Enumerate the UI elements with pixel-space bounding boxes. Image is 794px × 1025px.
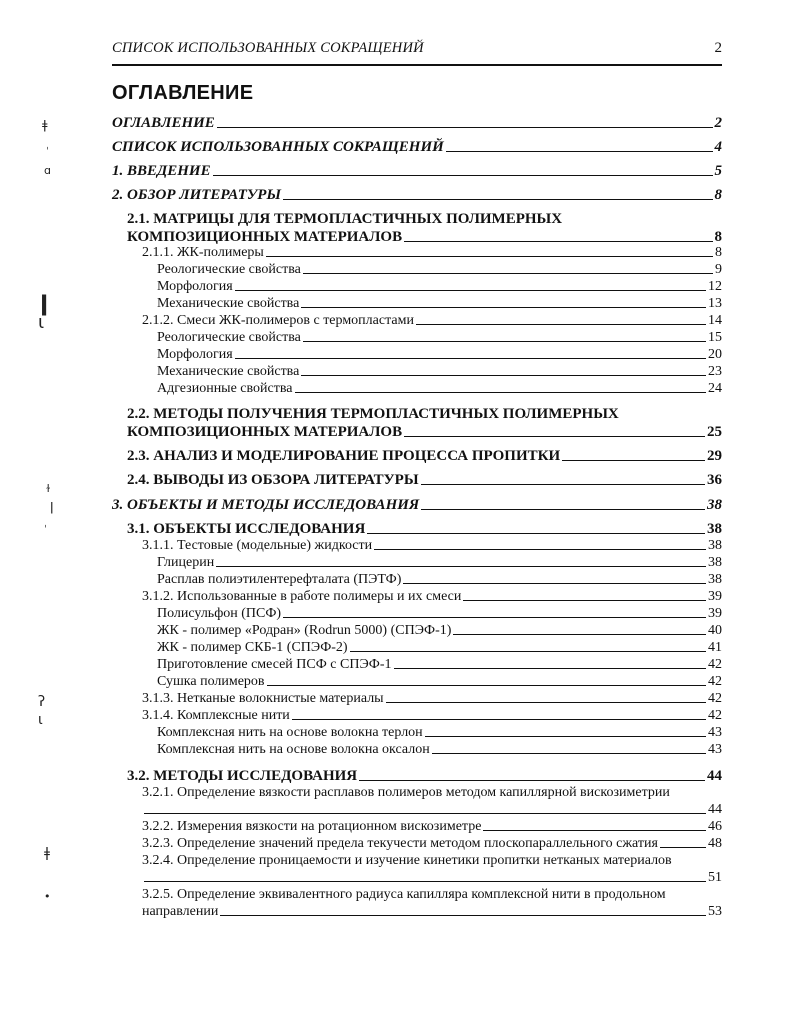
toc-entry-page: 8 xyxy=(714,187,722,203)
scan-mark: ˌ xyxy=(46,140,49,151)
toc-entry-label: ЖК - полимер СКБ-1 (СПЭФ-2) xyxy=(157,640,348,655)
toc-entry-label: 2.4. ВЫВОДЫ ИЗ ОБЗОРА ЛИТЕРАТУРЫ xyxy=(127,472,419,488)
dot-leader xyxy=(217,127,713,128)
dot-leader xyxy=(394,668,707,669)
toc-entry-page: 9 xyxy=(715,262,722,277)
toc-entry-drying[interactable] xyxy=(157,673,722,690)
toc-entry-page: 51 xyxy=(708,870,722,885)
toc-entry-label: 2.1.1. ЖК-полимеры xyxy=(142,245,264,260)
toc-entry-abbreviations[interactable] xyxy=(112,136,722,156)
scan-mark: ˌ xyxy=(44,518,47,529)
toc-entry-page: 12 xyxy=(708,279,722,294)
toc-entry-label: направлении xyxy=(142,904,219,919)
toc-entry-page: 53 xyxy=(708,904,722,919)
running-header-title: СПИСОК ИСПОЛЬЗОВАННЫХ СОКРАЩЕНИЙ xyxy=(112,40,424,56)
dot-leader xyxy=(374,549,706,550)
toc-entry-morphology-1[interactable] xyxy=(157,278,722,295)
dot-leader xyxy=(350,651,706,652)
toc-entry-mechanical-1[interactable] xyxy=(157,295,722,312)
toc-entry-page: 42 xyxy=(708,657,722,672)
toc-entry-label: Реологические свойства xyxy=(157,330,301,345)
scan-mark: ǀ xyxy=(50,500,54,514)
toc-entry-2-1-1[interactable] xyxy=(142,244,722,261)
toc-entry-3-1-1[interactable] xyxy=(142,537,722,554)
dot-leader xyxy=(404,241,712,242)
dot-leader xyxy=(303,273,713,274)
dot-leader xyxy=(416,324,706,325)
toc-entry-label: СПИСОК ИСПОЛЬЗОВАННЫХ СОКРАЩЕНИЙ xyxy=(112,139,444,155)
toc-entry-page: 13 xyxy=(708,296,722,311)
toc-entry-label: 2.3. АНАЛИЗ И МОДЕЛИРОВАНИЕ ПРОЦЕССА ПРОПИТКИ xyxy=(127,448,561,464)
dot-leader xyxy=(213,175,713,176)
toc-entry-3-1-4[interactable] xyxy=(142,707,722,724)
toc-entry-terlon[interactable] xyxy=(157,724,722,741)
toc-entry-3-2-4-line1[interactable] xyxy=(142,852,722,869)
scan-mark: ɩ xyxy=(38,312,45,333)
toc-entry-page: 43 xyxy=(708,725,722,740)
toc-entry-page: 5 xyxy=(714,163,722,179)
toc-entry-label: 3.2. МЕТОДЫ ИССЛЕДОВАНИЯ xyxy=(127,768,358,784)
toc-entry-label: 1. ВВЕДЕНИЕ xyxy=(112,163,211,179)
dot-leader xyxy=(216,566,706,567)
toc-entry-3-2-1-line1[interactable] xyxy=(142,784,722,801)
toc-entry-page: 25 xyxy=(707,424,722,440)
dot-leader xyxy=(425,736,706,737)
dot-leader xyxy=(359,780,705,781)
toc-entry-page: 42 xyxy=(708,691,722,706)
dot-leader xyxy=(421,509,705,510)
toc-entry-label: 3.2.5. Определение эквивалентного радиуса капилляра комплексной нити в продольном xyxy=(142,887,666,902)
toc-entry-label: 2. ОБЗОР ЛИТЕРАТУРЫ xyxy=(112,187,281,203)
dot-leader xyxy=(367,533,705,534)
dot-leader xyxy=(283,617,706,618)
toc-entry-3-2[interactable] xyxy=(127,765,722,785)
toc-entry-page: 2 xyxy=(714,115,722,131)
toc-entry-page: 40 xyxy=(708,623,722,638)
toc-entry-page: 38 xyxy=(708,555,722,570)
toc-entry-page: 44 xyxy=(708,802,722,817)
dot-leader xyxy=(235,358,706,359)
dot-leader xyxy=(483,830,706,831)
scan-mark: ǂ xyxy=(42,118,48,132)
toc-entry-page: 39 xyxy=(708,606,722,621)
scan-mark: ǀ xyxy=(40,292,49,317)
toc-entry-rheology-2[interactable] xyxy=(157,329,722,346)
toc-entry-introduction[interactable] xyxy=(112,160,722,180)
toc-entry-2-2-line2[interactable] xyxy=(127,421,722,441)
toc-heading: ОГЛАВЛЕНИЕ xyxy=(112,82,254,104)
toc-entry-morphology-2[interactable] xyxy=(157,346,722,363)
toc-entry-label: 3.2.4. Определение проницаемости и изучение кинетики пропитки нетканых материалов xyxy=(142,853,672,868)
toc-entry-label: ЖК - полимер «Родран» (Rodrun 5000) (СПЭФ-1) xyxy=(157,623,452,638)
dot-leader xyxy=(220,915,706,916)
toc-entry-label: Комплексная нить на основе волокна оксалон xyxy=(157,742,430,757)
toc-entry-label: Глицерин xyxy=(157,555,215,570)
toc-entry-page: 20 xyxy=(708,347,722,362)
toc-entry-3-2-2[interactable] xyxy=(142,818,722,835)
dot-leader xyxy=(267,685,706,686)
toc-entry-pet-melt[interactable] xyxy=(157,571,722,588)
dot-leader xyxy=(446,151,713,152)
scan-mark: ʔ xyxy=(38,694,46,710)
dot-leader xyxy=(421,484,705,485)
toc-entry-page: 43 xyxy=(708,742,722,757)
toc-entry-label: 3.1. ОБЪЕКТЫ ИССЛЕДОВАНИЯ xyxy=(127,521,366,537)
toc-entry-contents[interactable] xyxy=(112,112,722,132)
toc-entry-label: 3.2.1. Определение вязкости расплавов полимеров методом капиллярной вискозиметрии xyxy=(142,785,670,800)
toc-entry-page: 8 xyxy=(715,245,722,260)
dot-leader xyxy=(235,290,706,291)
toc-entry-label: КОМПОЗИЦИОННЫХ МАТЕРИАЛОВ xyxy=(127,424,403,440)
scan-mark: ɑ xyxy=(44,164,51,177)
toc-entry-page: 8 xyxy=(714,229,722,245)
running-header-page-number: 2 xyxy=(714,40,722,56)
toc-entry-page: 39 xyxy=(708,589,722,604)
toc-entry-label: Реологические свойства xyxy=(157,262,301,277)
dot-leader xyxy=(301,307,706,308)
dot-leader xyxy=(144,881,706,882)
toc-entry-2-1-line1[interactable] xyxy=(127,208,722,228)
toc-entry-page: 46 xyxy=(708,819,722,834)
toc-entry-label: Морфология xyxy=(157,279,233,294)
toc-entry-label: 3.2.2. Измерения вязкости на ротационном вискозиметре xyxy=(142,819,482,834)
toc-entry-page: 36 xyxy=(707,472,722,488)
toc-entry-oxalon[interactable] xyxy=(157,741,722,758)
toc-entry-2-1-line2[interactable] xyxy=(127,226,722,246)
dot-leader xyxy=(404,436,705,437)
toc-entry-page: 23 xyxy=(708,364,722,379)
toc-entry-3-2-5-line1[interactable] xyxy=(142,886,722,903)
dot-leader xyxy=(303,341,706,342)
toc-entry-rodrun[interactable] xyxy=(157,622,722,639)
scan-mark: ɩ xyxy=(38,712,43,728)
dot-leader xyxy=(386,702,706,703)
toc-entry-adhesion[interactable] xyxy=(157,380,722,397)
toc-entry-page: 15 xyxy=(708,330,722,345)
dot-leader xyxy=(403,583,706,584)
toc-entry-3-1-2[interactable] xyxy=(142,588,722,605)
toc-entry-label: Полисульфон (ПСФ) xyxy=(157,606,282,621)
toc-entry-page: 48 xyxy=(708,836,722,851)
dot-leader xyxy=(266,256,713,257)
toc-entry-label: 2.2. МЕТОДЫ ПОЛУЧЕНИЯ ТЕРМОПЛАСТИЧНЫХ ПОЛИМЕРНЫХ xyxy=(127,406,619,422)
toc-entry-page: 14 xyxy=(708,313,722,328)
toc-entry-3-1[interactable] xyxy=(127,518,722,538)
toc-entry-mechanical-2[interactable] xyxy=(157,363,722,380)
toc-entry-2-2-line1[interactable] xyxy=(127,403,722,423)
toc-entry-page: 38 xyxy=(708,572,722,587)
toc-entry-page: 38 xyxy=(707,497,722,513)
toc-entry-polysulfone[interactable] xyxy=(157,605,722,622)
toc-entry-label: Сушка полимеров xyxy=(157,674,265,689)
toc-entry-objects-methods[interactable] xyxy=(112,494,722,514)
dot-leader xyxy=(432,753,706,754)
toc-entry-3-1-3[interactable] xyxy=(142,690,722,707)
toc-entry-2-4[interactable] xyxy=(127,469,722,489)
dot-leader xyxy=(144,813,706,814)
dot-leader xyxy=(463,600,706,601)
toc-entry-page: 4 xyxy=(714,139,722,155)
toc-entry-label: Адгезионные свойства xyxy=(157,381,293,396)
toc-entry-label: Механические свойства xyxy=(157,364,300,379)
dot-leader xyxy=(283,199,713,200)
toc-entry-label: Морфология xyxy=(157,347,233,362)
scan-mark: • xyxy=(44,890,51,903)
toc-entry-label: Приготовление смесей ПСФ с СПЭФ-1 xyxy=(157,657,392,672)
toc-entry-3-2-5-line2[interactable] xyxy=(142,903,722,920)
scan-mark: ǂ xyxy=(44,846,50,861)
dot-leader xyxy=(562,460,705,461)
toc-entry-skb1[interactable] xyxy=(157,639,722,656)
toc-entry-literature-review[interactable] xyxy=(112,184,722,204)
toc-entry-label: 3.1.4. Комплексные нити xyxy=(142,708,290,723)
toc-entry-label: 3.1.3. Нетканые волокнистые материалы xyxy=(142,691,384,706)
toc-entry-blend-preparation[interactable] xyxy=(157,656,722,673)
toc-entry-2-1-2[interactable] xyxy=(142,312,722,329)
toc-entry-2-3[interactable] xyxy=(127,445,722,465)
toc-entry-3-2-4-line2[interactable] xyxy=(142,869,722,886)
toc-entry-label: 3.1.1. Тестовые (модельные) жидкости xyxy=(142,538,373,553)
toc-entry-page: 38 xyxy=(708,538,722,553)
toc-entry-label: Комплексная нить на основе волокна терлон xyxy=(157,725,423,740)
toc-entry-label: Механические свойства xyxy=(157,296,300,311)
toc-entry-page: 42 xyxy=(708,708,722,723)
dot-leader xyxy=(292,719,706,720)
toc-entry-page: 24 xyxy=(708,381,722,396)
toc-entry-label: 3. ОБЪЕКТЫ И МЕТОДЫ ИССЛЕДОВАНИЯ xyxy=(112,497,420,513)
toc-entry-glycerin[interactable] xyxy=(157,554,722,571)
dot-leader xyxy=(295,392,707,393)
toc-entry-3-2-1-line2[interactable] xyxy=(142,801,722,818)
toc-entry-page: 29 xyxy=(707,448,722,464)
toc-entry-page: 44 xyxy=(707,768,722,784)
toc-entry-label: КОМПОЗИЦИОННЫХ МАТЕРИАЛОВ xyxy=(127,229,403,245)
toc-entry-label: Расплав полиэтилентерефталата (ПЭТФ) xyxy=(157,572,402,587)
toc-entry-label: 2.1. МАТРИЦЫ ДЛЯ ТЕРМОПЛАСТИЧНЫХ ПОЛИМЕРНЫХ xyxy=(127,211,563,227)
toc-entry-page: 42 xyxy=(708,674,722,689)
scan-mark: ɫ xyxy=(46,482,51,495)
toc-entry-page: 41 xyxy=(708,640,722,655)
toc-entry-rheology-1[interactable] xyxy=(157,261,722,278)
toc-entry-page: 38 xyxy=(707,521,722,537)
toc-entry-label: 3.2.3. Определение значений предела текучести методом плоскопараллельного сжатия xyxy=(142,836,658,851)
toc-entry-3-2-3[interactable] xyxy=(142,835,722,852)
toc-entry-label: 2.1.2. Смеси ЖК-полимеров с термопластами xyxy=(142,313,414,328)
dot-leader xyxy=(660,847,706,848)
toc-entry-label: ОГЛАВЛЕНИЕ xyxy=(112,115,215,131)
toc-entry-label: 3.1.2. Использованные в работе полимеры и их смеси xyxy=(142,589,462,604)
dot-leader xyxy=(301,375,706,376)
dot-leader xyxy=(453,634,706,635)
